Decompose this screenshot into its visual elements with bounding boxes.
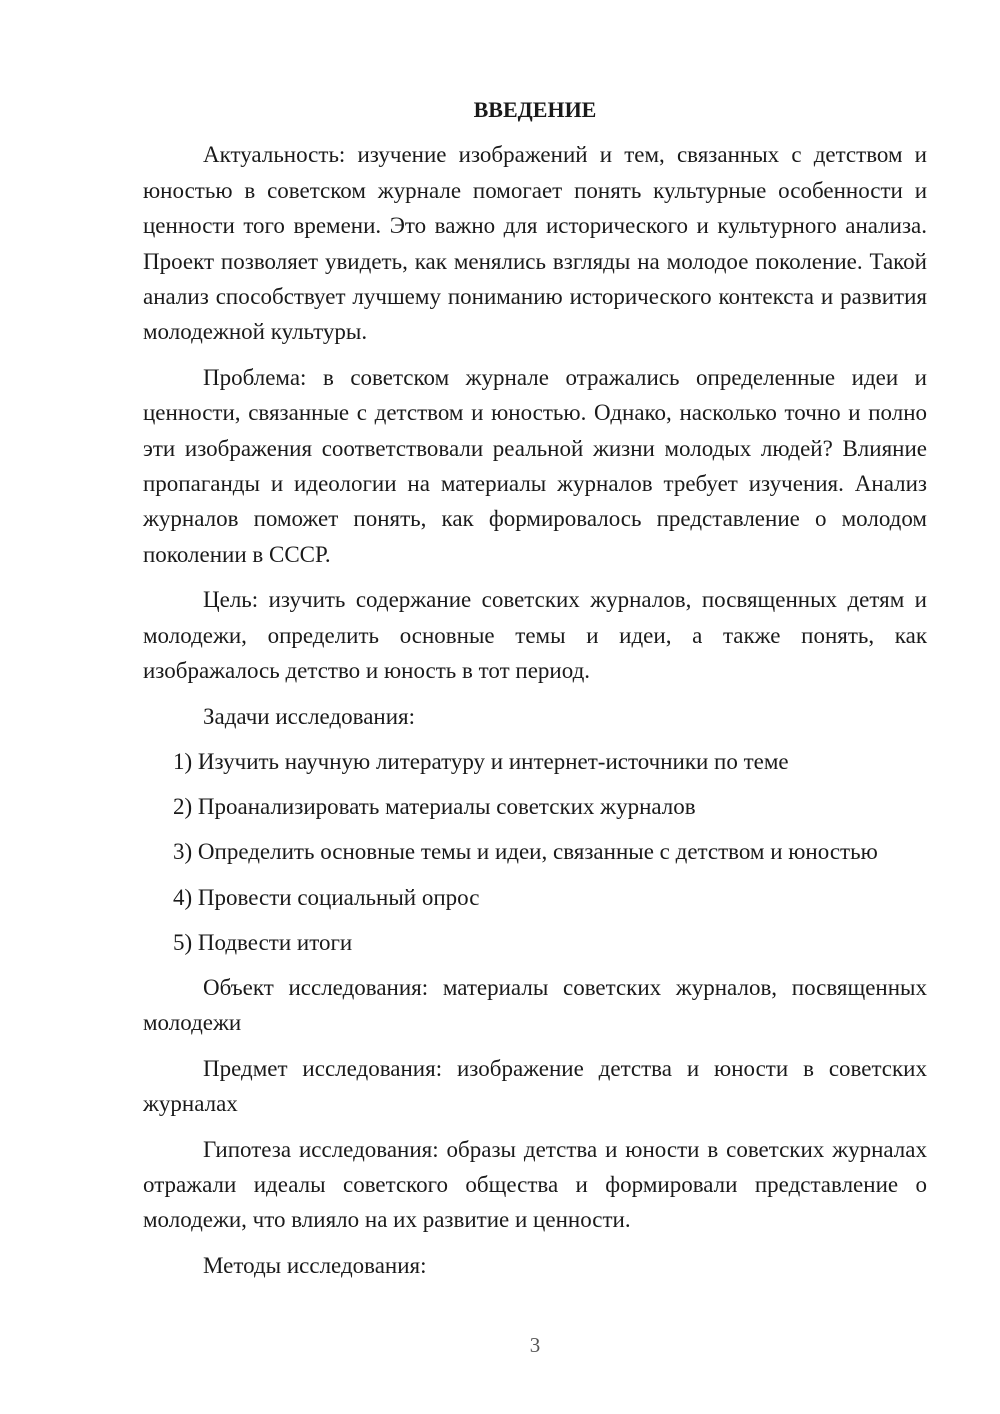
object-paragraph: Объект исследования: материалы советских журналов, посвященных молодежи: [143, 974, 927, 1036]
page-number: 3: [529, 1333, 541, 1357]
problem-paragraph: Проблема: в советском журнале отражались определенные идеи и ценности, связанные с детством и юностью. Однако, насколько точно и полно эти изображения соответствовали реальной жизни молодых людей? Влияние пропаганды и идеологии на материалы журналов требует изучения. Анализ журналов поможет понять, как формировалось представление о молодом поколении в СССР.: [143, 364, 927, 567]
relevance-paragraph: Актуальность: изучение изображений и тем, связанных с детством и юностью в советском журнале помогает понять культурные особенности и ценности того времени. Это важно для исторического и культурного анализа. Проект позволяет увидеть, как менялись взгляды на молодое поколение. Такой анализ способствует лучшему пониманию исторического контекста и развития молодежной культуры.: [143, 142, 927, 345]
task-item: 5) Подвести итоги: [173, 929, 353, 955]
goal-paragraph: Цель: изучить содержание советских журналов, посвященных детям и молодежи, определить основные темы и идеи, а также понять, как изображалось детство и юность в тот период.: [143, 587, 927, 684]
methods-heading: Методы исследования:: [203, 1252, 427, 1278]
tasks-heading: Задачи исследования:: [203, 703, 416, 729]
task-item: 2) Проанализировать материалы советских журналов: [173, 794, 696, 820]
task-item: 4) Провести социальный опрос: [173, 884, 480, 910]
task-item: 3) Определить основные темы и идеи, связанные с детством и юностью: [173, 839, 878, 865]
task-item: 1) Изучить научную литературу и интернет-источники по теме: [173, 748, 789, 774]
page-title: ВВЕДЕНИЕ: [473, 97, 597, 122]
page-content: [143, 92, 927, 1293]
hypothesis-paragraph: Гипотеза исследования: образы детства и юности в советских журналах отражали идеалы советского общества и формировали представление о молодежи, что влияло на их развитие и ценности.: [143, 1136, 927, 1233]
subject-paragraph: Предмет исследования: изображение детства и юности в советских журналах: [143, 1055, 927, 1117]
